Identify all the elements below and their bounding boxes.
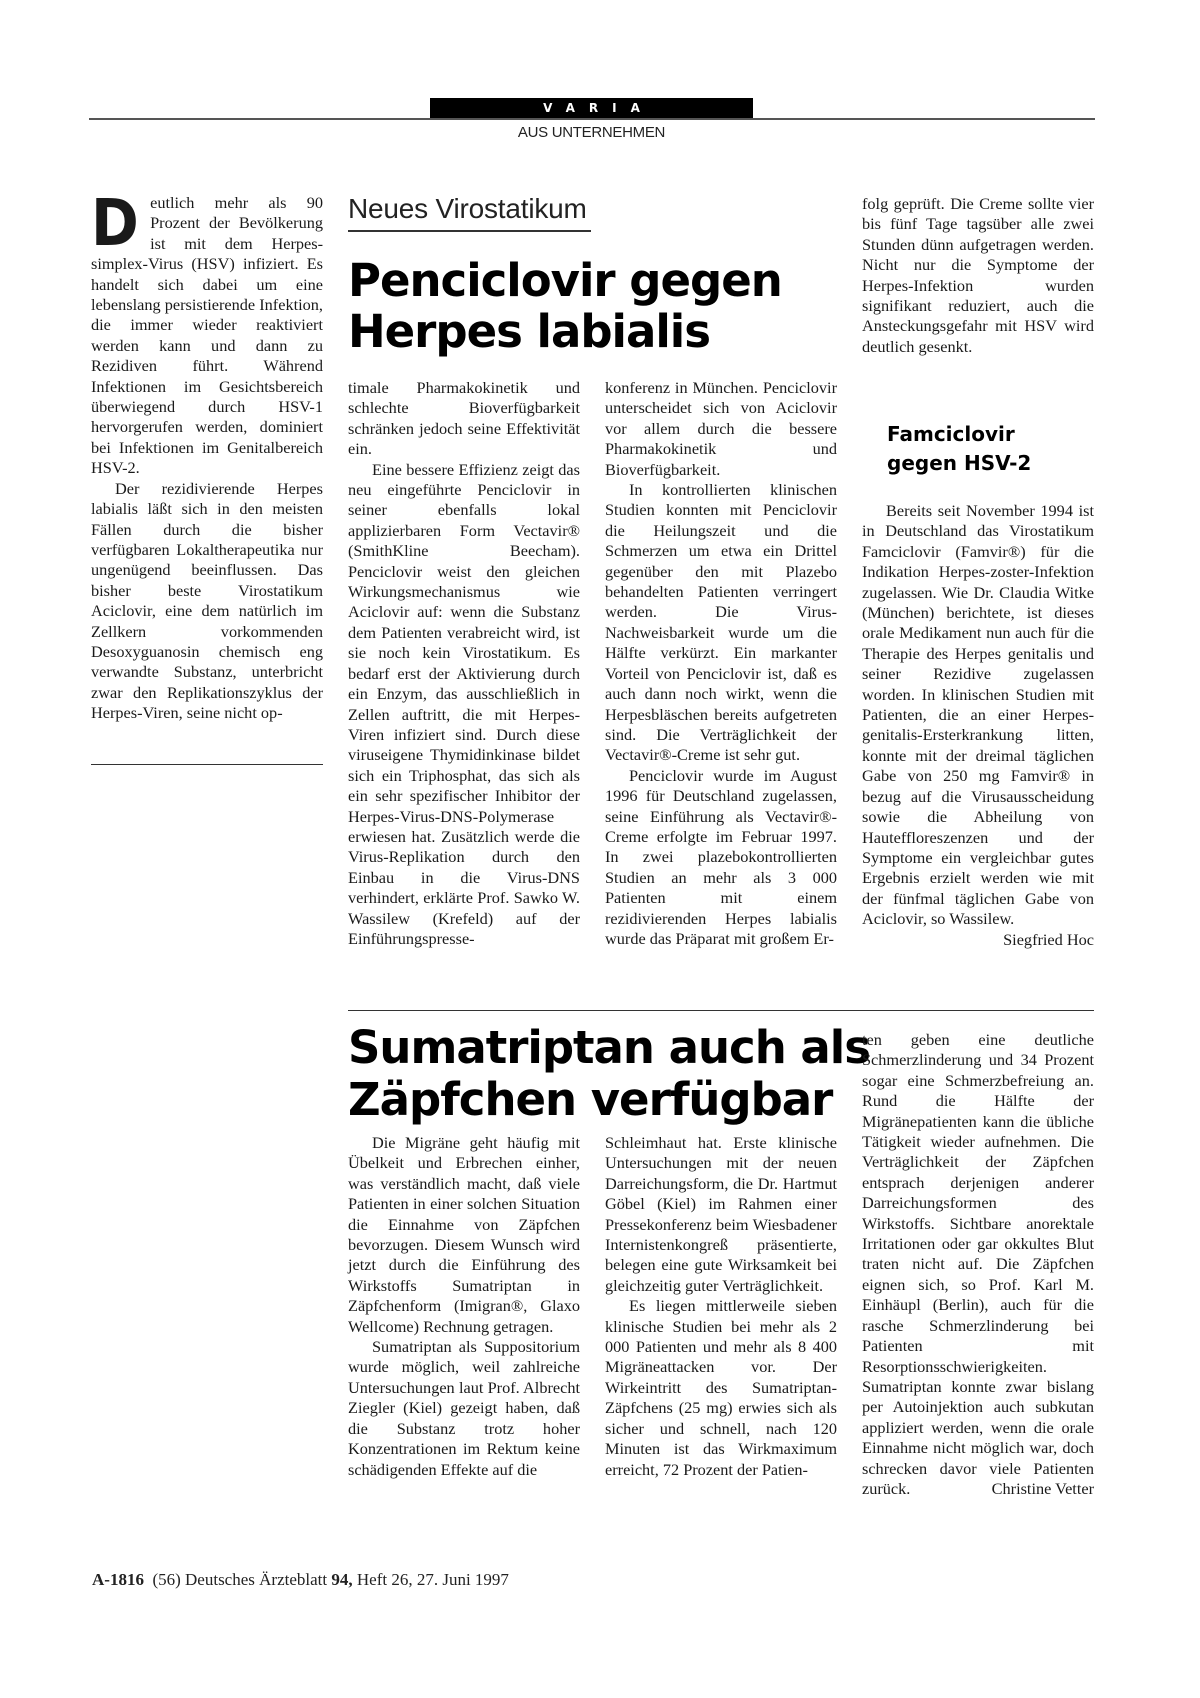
paragraph: Bereits seit November 1994 ist in Deutschland das Virostatikum Famciclovir (Famvir®) für die Indikation Herpes-zoster-Infektion zugelassen. Wie Dr. Claudia Witke (München) berichtete, ist dieses orale Medikament nun auch für die Therapie des Herpes genitalis und seiner Rezidive zugelassen worden. In klinischen Studien mit Patienten, die an einer Herpes-genitalis-Ersterkrankung litten, konnte mit der dreimal täglichen Gabe von 250 mg Famvir® in bezug auf die Virusausscheidung sowie die Abheilung von Hauteffloreszenzen und der Symptome ein vergleichbar gutes Ergebnis erzielt werden wie mit der fünfmal täglichen Gabe von Aciclovir, so Wassilew. Siegfried Hoc bbox=[862, 501, 1094, 949]
section-banner: VARIA bbox=[430, 98, 753, 118]
article1-column-4-bottom bbox=[862, 501, 1094, 950]
article2-headline: Sumatriptan auch als Zäpfchen verfügbar bbox=[348, 1021, 870, 1126]
paragraph: Sumatriptan als Suppositorium wurde möglich, weil zahlreiche Untersuchungen laut Prof. Albrecht Ziegler (Kiel) gezeigt haben, daß die Substanz trotz hoher Konzentrationen im Rektum keine schädigenden Effekte auf die bbox=[348, 1337, 580, 1479]
column-divider bbox=[91, 764, 323, 765]
article2-column-2 bbox=[348, 1133, 580, 1480]
paragraph: Eine bessere Effizienz zeigt das neu eingeführte Penciclovir in seiner ebenfalls lokal applizierbaren Form Vectavir® (SmithKline Beecham). Penciclovir weist den gleichen Wirkungsmechanismus wie Aciclovir auf: wenn die Substanz dem Patienten verabreicht wird, ist sie noch kein Virostatikum. Es bedarf erst der Aktivierung durch ein Enzym, das ausschließlich in Zellen auftritt, die mit Herpes-Viren infiziert sind. Durch diese viruseigene Thymidinkinase bildet sich ein Triphosphat, das sich als ein sehr spezifischer Inhibitor der Herpes-Virus-DNS-Polymerase erwiesen hat. Zusätzlich werde die Virus-Replikation durch den Einbau in die Virus-DNS verhindert, erklärte Prof. Sawko W. Wassilew (Krefeld) auf der Einführungspresse- bbox=[348, 459, 580, 948]
paragraph: konferenz in München. Penciclovir unterscheidet sich von Aciclovir vor allem durch die bessere Pharmakokinetik und Bioverfügbarkeit. bbox=[605, 378, 837, 479]
paragraph: Penciclovir wurde im August 1996 für Deutschland zugelassen, seine Einführung als Vectavir®-Creme erfolgte im Februar 1997. In zwei plazebokontrollierten Studien an mehr als 3 000 Patienten mit einem rezidivierenden Herpes labialis wurde das Präparat mit großem Er- bbox=[605, 765, 837, 948]
paragraph: Der rezidivierende Herpes labialis läßt sich in den meisten Fällen durch die bisher verfügbaren Lokaltherapeutika nur ungenügend beeinflussen. Das bisher beste Virostatikum Aciclovir, eine dem natürlich im Zellkern vorkommenden Desoxyguanosin chemisch eng verwandte Substanz, unterbricht zwar den Replikationszyklus der Herpes-Viren, seine nicht op- bbox=[91, 478, 323, 723]
volume: 94, bbox=[331, 1570, 353, 1589]
kicker-underline bbox=[348, 230, 591, 232]
paragraph: Schleimhaut hat. Erste klinische Untersuchungen mit der neuen Darreichungsform, die Dr. Hartmut Göbel (Kiel) im Rahmen einer Pressekonferenz beim Wiesbadener Internistenkongreß präsentierte, belegen eine gute Wirksamkeit bei gleichzeitig guter Verträglichkeit. bbox=[605, 1133, 837, 1295]
article1-column-3 bbox=[605, 378, 837, 949]
paragraph: Die Migräne geht häufig mit Übelkeit und Erbrechen einher, was verständlich macht, daß viele Patienten in einer solchen Situation die Einnahme von Zäpfchen bevorzugen. Diesem Wunsch wird jetzt durch die Einführung des Wirkstoffs Sumatriptan in Zäpfchenform (Imigran®, Glaxo Wellcome) Rechnung getragen. bbox=[348, 1133, 580, 1336]
article2-column-3 bbox=[605, 1133, 837, 1480]
article-divider bbox=[348, 1010, 1094, 1011]
article1-kicker: Neues Virostatikum bbox=[348, 193, 587, 224]
paragraph: ten geben eine deutliche Schmerzlinderung und 34 Prozent sogar eine Schmerzbefreiung an. Rund die Hälfte der Migränepatienten kann die übliche Tätigkeit wieder aufnehmen. Die Verträglichkeit der Zäpfchen entsprach derjenigen anderer Darreichungsformen des Wirkstoffs. Sichtbare anorektale Irritationen oder gar okkultes Blut traten nicht auf. Die Zäpfchen eignen sich, so Prof. Karl M. Einhäupl (Berlin), auch für die rasche Schmerzlinderung bei Patienten mit Resorptionsschwierigkeiten. Sumatriptan konnte zwar bislang per Autoinjektion auch subkutan appliziert werden, wenn die orale Einnahme nicht möglich war, doch schrecken davor viele Patienten zurück. Christine Vetter bbox=[862, 1030, 1094, 1498]
article1-column-2 bbox=[348, 378, 580, 949]
journal-name: (56) Deutsches Ärzteblatt bbox=[152, 1570, 328, 1589]
page-id: A-1816 bbox=[92, 1570, 144, 1589]
article2-column-4 bbox=[862, 1030, 1094, 1499]
issue-date: Heft 26, 27. Juni 1997 bbox=[356, 1570, 509, 1589]
drop-cap: D bbox=[91, 187, 139, 261]
author-signature: Christine Vetter bbox=[991, 1478, 1094, 1498]
paragraph: folg geprüft. Die Creme sollte vier bis fünf Tage tagsüber alle zwei Stunden dünn aufgetragen werden. Nicht nur die Symptome der Herpes-Infektion wurden signifikant reduziert, auch die Ansteckungsgefahr mit HSV wird deutlich gesenkt. bbox=[862, 194, 1094, 356]
article1-column-1 bbox=[91, 187, 323, 724]
article1-subheading: Famciclovir gegen HSV-2 bbox=[887, 422, 1032, 475]
subsection-label: AUS UNTERNEHMEN bbox=[517, 124, 666, 141]
paragraph: In kontrollierten klinischen Studien konnten mit Penciclovir die Heilungszeit und die Schmerzen um etwa ein Drittel gegenüber den mit Plazebo behandelten Patienten verringert werden. Die Virus-Nachweisbarkeit wurde um die Hälfte verkürzt. Ein markanter Vorteil von Penciclovir ist, daß es auch dann noch wirkt, wenn die Herpesbläschen bereits aufgetreten sind. Die Verträglichkeit der Vectavir®-Creme ist sehr gut. bbox=[605, 480, 837, 765]
author-signature: Siegfried Hoc bbox=[1003, 929, 1094, 949]
article1-column-4-top bbox=[862, 194, 1094, 357]
article1-headline: Penciclovir gegen Herpes labialis bbox=[348, 254, 782, 358]
header-rule bbox=[89, 118, 1095, 120]
page-footer bbox=[92, 1570, 509, 1590]
paragraph: Deutlich mehr als 90 Prozent der Bevölkerung ist mit dem Herpes-simplex-Virus (HSV) infiziert. Es handelt sich dabei um eine lebenslang persistierende Infektion, die immer wieder reaktiviert werden kann und dann zu Rezidiven führt. Während Infektionen im Gesichtsbereich überwiegend durch HSV-1 hervorgerufen werden, dominiert bei Infektionen im Genitalbereich HSV-2. bbox=[91, 187, 323, 478]
paragraph: Es liegen mittlerweile sieben klinische Studien bei mehr als 2 000 Patienten und mehr als 8 400 Migräneattacken vor. Der Wirkeintritt des Sumatriptan-Zäpfchens (25 mg) erwies sich als sicher und schnell, nach 120 Minuten ist das Wirkmaximum erreicht, 72 Prozent der Patien- bbox=[605, 1296, 837, 1479]
paragraph: timale Pharmakokinetik und schlechte Bioverfügbarkeit schränken jedoch seine Effektivität ein. bbox=[348, 378, 580, 459]
